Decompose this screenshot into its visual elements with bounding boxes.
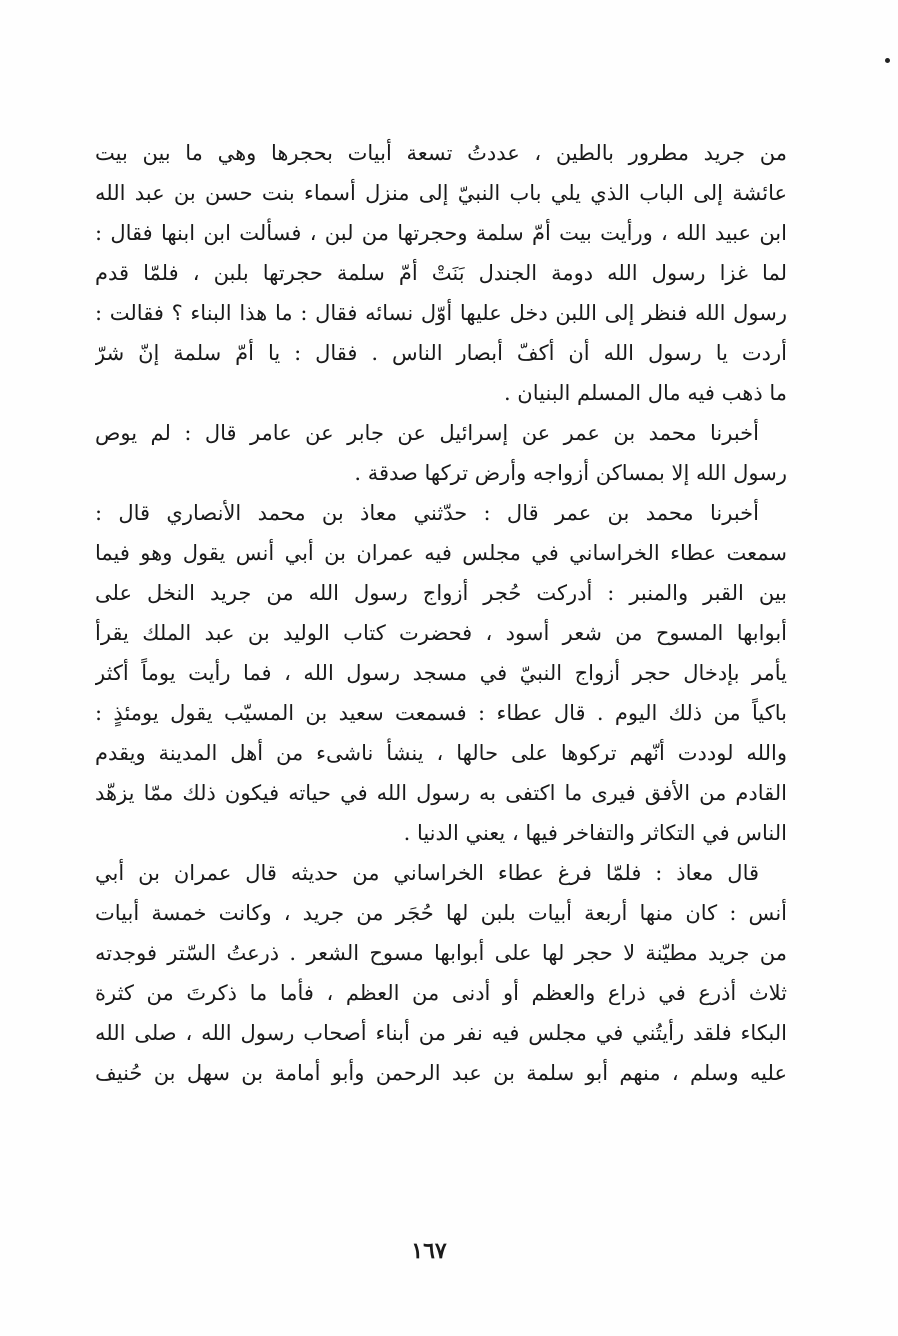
text-line: لما غزا رسول الله دومة الجندل بَنَتْ أمّ سلمة حجرتها بلبن ، فلمّا قدم [95, 261, 787, 285]
text-line: والله لوددت أنّهم تركوها على حالها ، ينشأ ناشىء من أهل المدينة ويقدم [95, 741, 787, 765]
text-line: ثلاث أذرع في ذراع والعظم أو أدنى من العظم ، فأما ما ذكرتَ من كثرة [95, 981, 787, 1005]
page-number: ١٦٧ [411, 1238, 447, 1264]
text-line: يأمر بإدخال حجر أزواج النبيّ في مسجد رسول الله ، فما رأيت يوماً أكثر [95, 661, 787, 685]
text-line: من جريد مطيّنة لا حجر لها على أبوابها مسوح الشعر . ذرعتُ السّتر فوجدته [95, 941, 787, 965]
text-line: باكياً من ذلك اليوم . قال عطاء : فسمعت سعيد بن المسيّب يقول يومئذٍ : [95, 701, 787, 725]
text-line: رسول الله إلا بمساكن أزواجه وأرض تركها صدقة . [354, 461, 787, 485]
text-line: أخبرنا محمد بن عمر عن إسرائيل عن جابر عن عامر قال : لم يوص [95, 421, 759, 445]
text-line: عليه وسلم ، منهم أبو سلمة بن عبد الرحمن وأبو أمامة بن سهل بن حُنيف [95, 1061, 787, 1085]
body-text [95, 133, 787, 1093]
text-line: القادم من الأفق فيرى ما اكتفى به رسول الله في حياته فيكون ذلك ممّا يزهّد [95, 781, 787, 805]
text-line: ابن عبيد الله ، ورأيت بيت أمّ سلمة وحجرتها من لبن ، فسألت ابن ابنها فقال : [95, 221, 787, 245]
text-line: البكاء فلقد رأيتُني في مجلس فيه نفر من أبناء أصحاب رسول الله ، صلى الله [95, 1021, 787, 1045]
text-line: بين القبر والمنبر : أدركت حُجر أزواج رسول الله من جريد النخل على [95, 581, 787, 605]
text-line: عائشة إلى الباب الذي يلي باب النبيّ إلى منزل أسماء بنت حسن بن عبد الله [95, 181, 787, 205]
text-line: أردت يا رسول الله أن أكفّ أبصار الناس . فقال : يا أمّ سلمة إنّ شرّ [95, 341, 787, 365]
text-line: ما ذهب فيه مال المسلم البنيان . [503, 381, 787, 405]
text-line: الناس في التكاثر والتفاخر فيها ، يعني الدنيا . [403, 821, 787, 845]
text-line: قال معاذ : فلمّا فرغ عطاء الخراساني من حديثه قال عمران بن أبي [95, 861, 759, 885]
text-line: أنس : كان منها أربعة أبيات بلبن لها حُجَر من جريد ، وكانت خمسة أبيات [95, 901, 787, 925]
text-line: من جريد مطرور بالطين ، عددتُ تسعة أبيات بحجرها وهي ما بين بيت [95, 141, 787, 165]
text-line: أخبرنا محمد بن عمر قال : حدّثني معاذ بن محمد الأنصاري قال : [95, 501, 759, 525]
text-line: رسول الله فنظر إلى اللبن دخل عليها أوّل نسائه فقال : ما هذا البناء ؟ فقالت : [95, 301, 787, 325]
ink-speck [885, 58, 890, 63]
text-line: أبوابها المسوح من شعر أسود ، فحضرت كتاب الوليد بن عبد الملك يقرأ [95, 621, 787, 645]
text-line: سمعت عطاء الخراساني في مجلس فيه عمران بن أبي أنس يقول وهو فيما [95, 541, 787, 565]
